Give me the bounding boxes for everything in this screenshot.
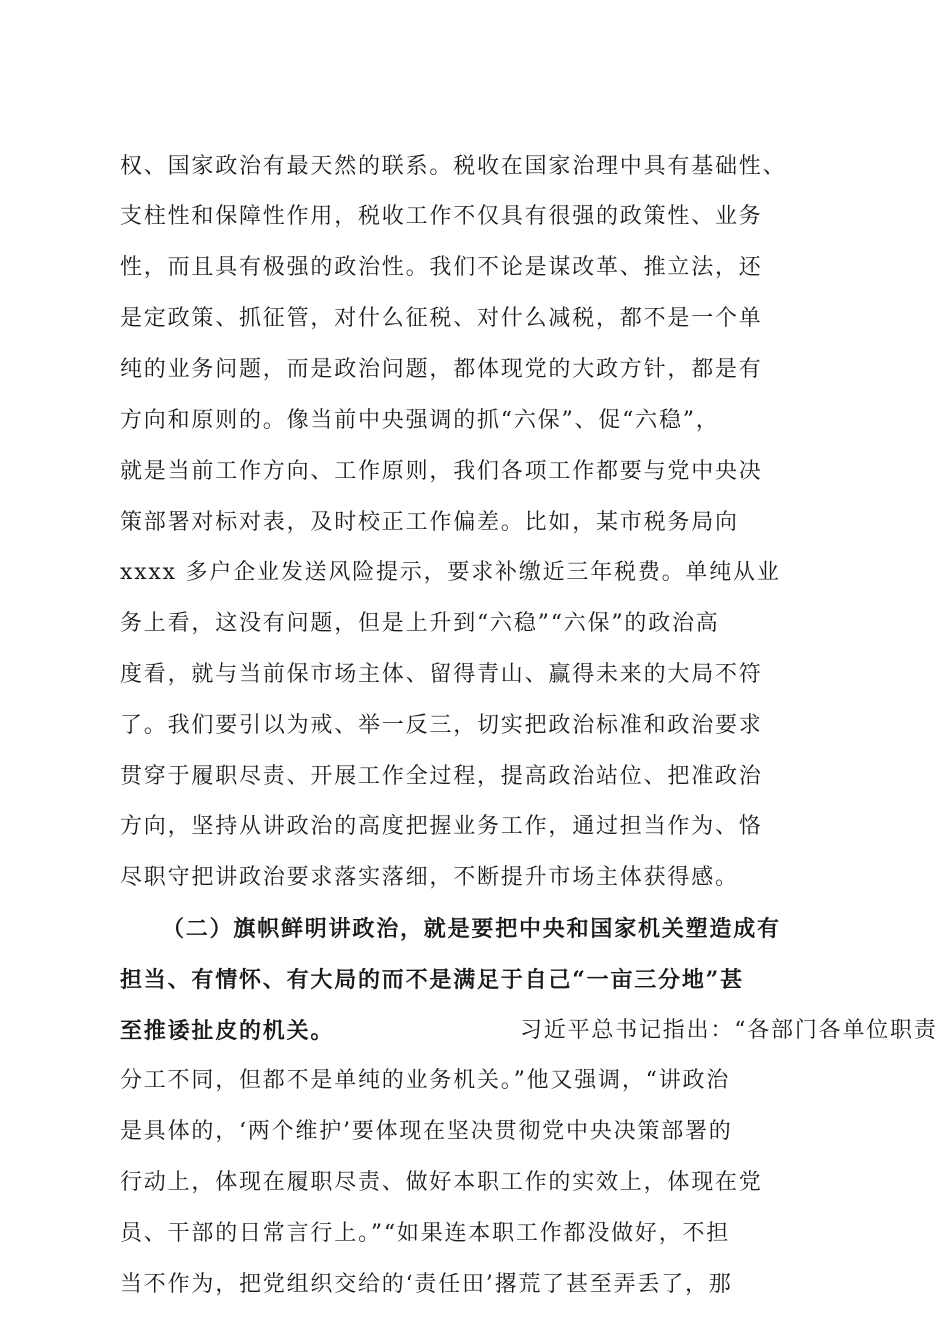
text-line: 支柱性和保障性作用，税收工作不仅具有很强的政策性、业务 bbox=[120, 204, 763, 229]
text-line: 是定政策、抓征管，对什么征税、对什么减税，都不是一个单 bbox=[120, 306, 763, 331]
text-line: 行动上，体现在履职尽责、做好本职工作的实效上，体现在党 bbox=[120, 1170, 763, 1195]
text-line: 方向和原则的。像当前中央强调的抓“六保”、促“六稳”， bbox=[120, 408, 720, 433]
text-line: 当不作为，把党组织交给的‘责任田’撂荒了甚至弄丢了，那 bbox=[120, 1272, 733, 1297]
text-line: 度看，就与当前保市场主体、留得青山、赢得未来的大局不符 bbox=[120, 662, 763, 687]
text-line: 权、国家政治有最天然的联系。税收在国家治理中具有基础性、 bbox=[120, 154, 787, 179]
text-line: 尽职守把讲政治要求落实落细，不断提升市场主体获得感。 bbox=[120, 865, 739, 890]
text-line: 纯的业务问题，而是政治问题，都体现党的大政方针，都是有 bbox=[120, 357, 763, 382]
text-line: 就是当前工作方向、工作原则，我们各项工作都要与党中央决 bbox=[120, 459, 763, 484]
section-heading-line: 担当、有情怀、有大局的而不是满足于自己“一亩三分地”甚 bbox=[120, 967, 744, 993]
text-line: 分工不同，但都不是单纯的业务机关。”他又强调，“讲政治 bbox=[120, 1068, 731, 1093]
text-line: 贯穿于履职尽责、开展工作全过程，提高政治站位、把准政治 bbox=[120, 764, 763, 789]
section-heading-line: 至推诿扯皮的机关。 bbox=[120, 1018, 335, 1044]
text-line: 习近平总书记指出：“各部门各单位职责 bbox=[520, 1018, 938, 1043]
section-heading-line: （二）旗帜鲜明讲政治，就是要把中央和国家机关塑造成有 bbox=[162, 916, 781, 942]
text-line: 员、干部的日常言行上。”“如果连本职工作都没做好，不担 bbox=[120, 1221, 731, 1246]
text-line: 了。我们要引以为戒、举一反三，切实把政治标准和政治要求 bbox=[120, 713, 763, 738]
text-line: 策部署对标对表，及时校正工作偏差。比如，某市税务局向 bbox=[120, 510, 739, 535]
text-line: 务上看，这没有问题，但是上升到“六稳”“六保”的政治高 bbox=[120, 611, 720, 636]
text-line: 方向，坚持从讲政治的高度把握业务工作，通过担当作为、恪 bbox=[120, 814, 763, 839]
text-line: 性，而且具有极强的政治性。我们不论是谋改革、推立法，还 bbox=[120, 255, 763, 280]
text-line: xxxx 多户企业发送风险提示，要求补缴近三年税费。单纯从业 bbox=[120, 560, 781, 585]
text-line: 是具体的，‘两个维护’要体现在坚决贯彻党中央决策部署的 bbox=[120, 1119, 733, 1144]
